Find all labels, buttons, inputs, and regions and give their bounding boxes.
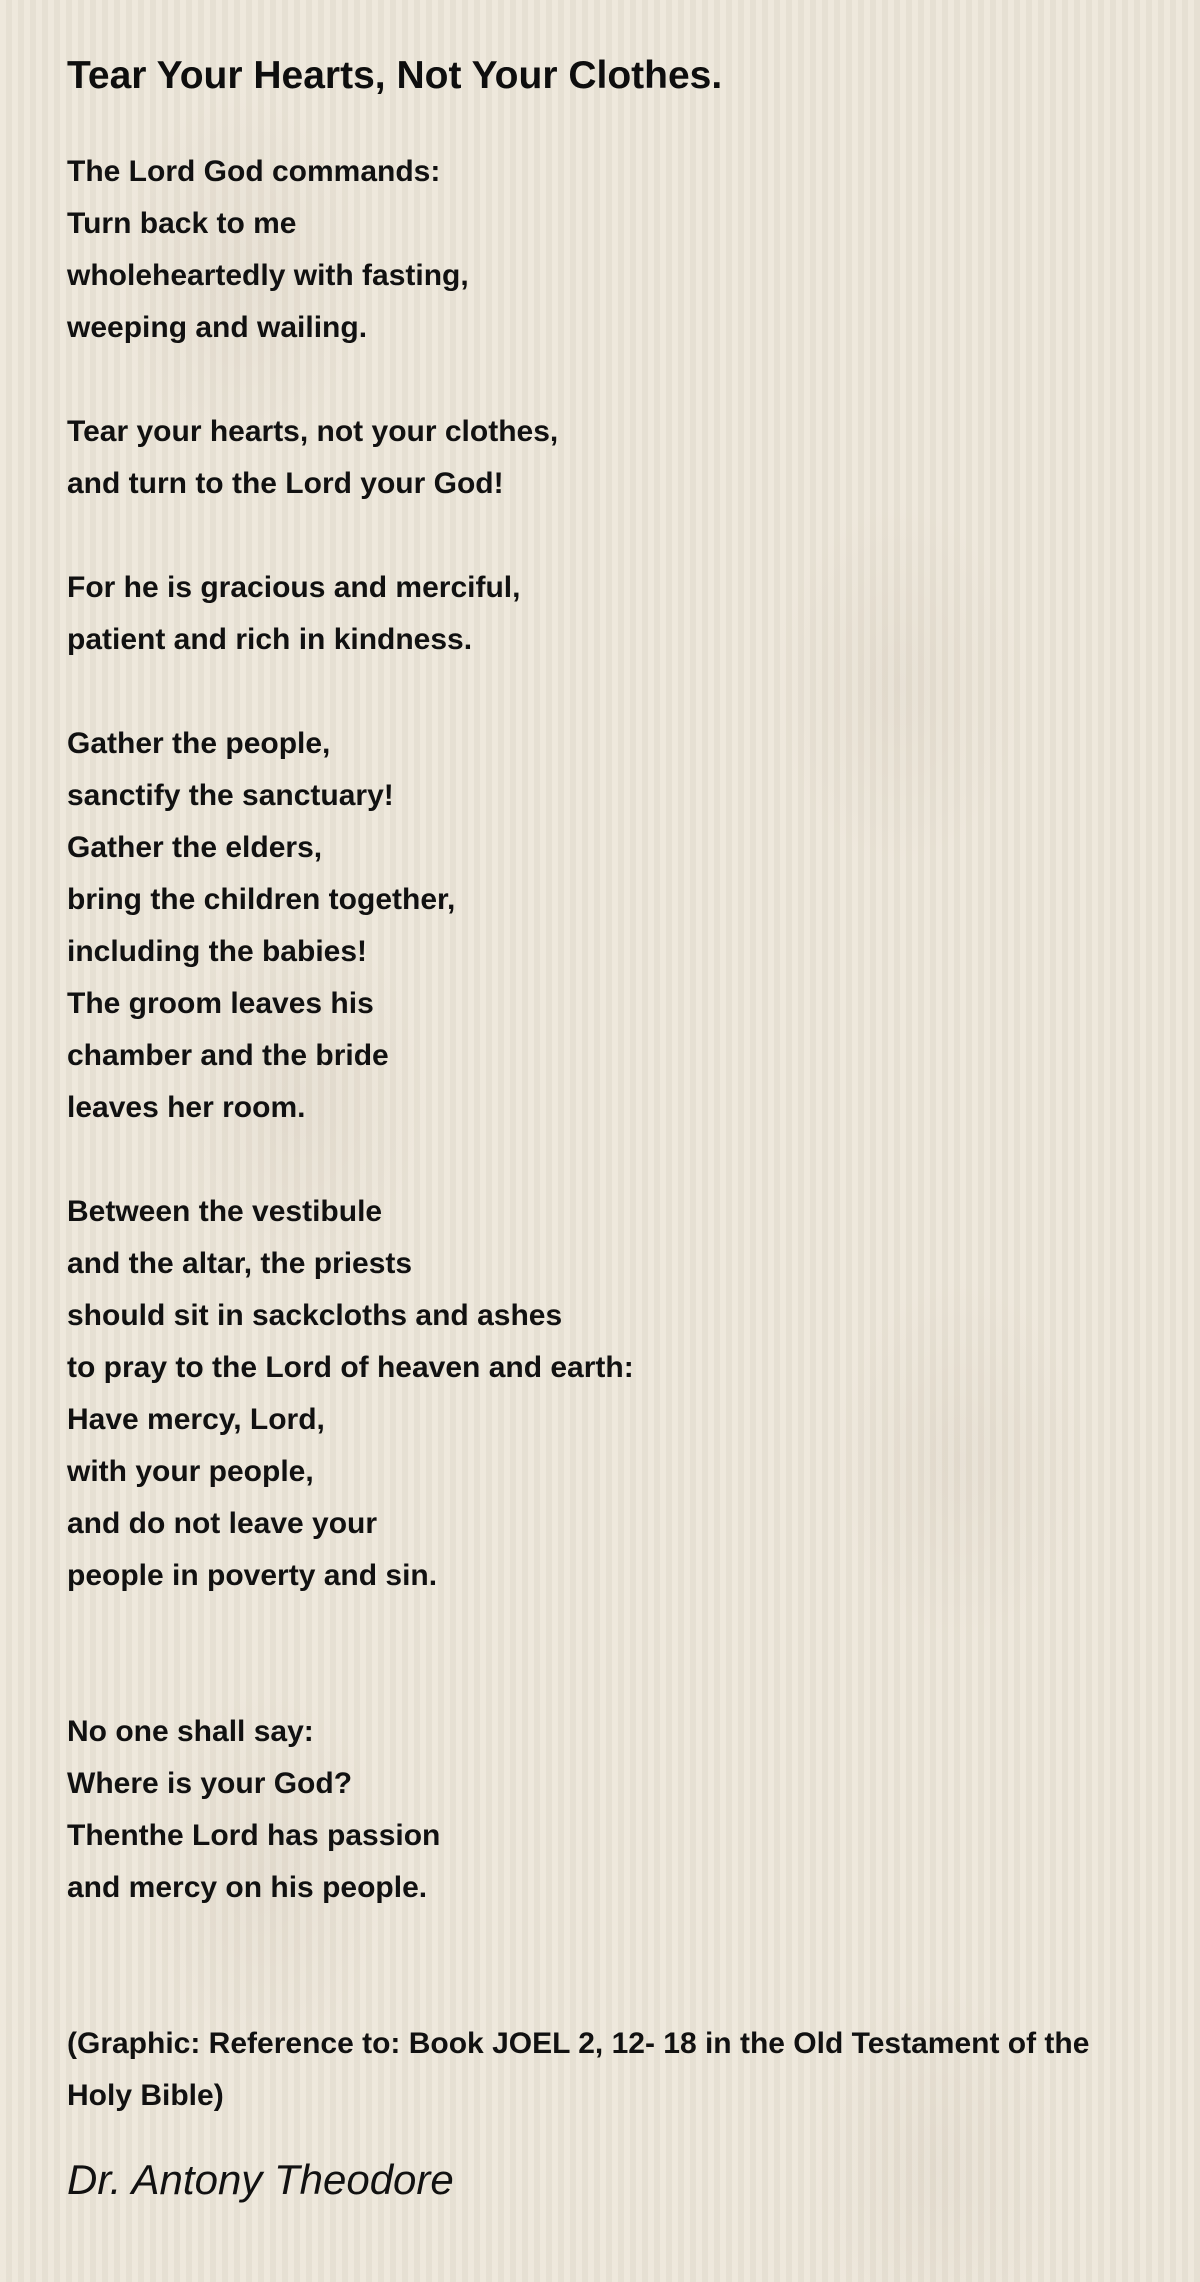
poem-body xyxy=(67,146,1147,2122)
poem-line: and the altar, the priests xyxy=(67,1247,413,1280)
poem-line: should sit in sackcloths and ashes xyxy=(67,1299,563,1332)
poem-line: Between the vestibule xyxy=(67,1195,383,1228)
poem-line: sanctify the sanctuary! xyxy=(67,779,394,812)
author-name: Dr. Antony Theodore xyxy=(67,2156,454,2203)
poem-line: patient and rich in kindness. xyxy=(67,623,473,656)
poem-line: and mercy on his people. xyxy=(67,1871,428,1904)
poem-line: Turn back to me xyxy=(67,207,297,240)
poem-line: including the babies! xyxy=(67,935,368,968)
poem-title: Tear Your Hearts, Not Your Clothes. xyxy=(67,54,723,97)
poem-line: Have mercy, Lord, xyxy=(67,1403,325,1436)
poem-line: with your people, xyxy=(67,1455,314,1488)
poem-line: weeping and wailing. xyxy=(67,311,368,344)
stanza-2 xyxy=(67,406,1147,510)
poem-line: bring the children together, xyxy=(67,883,456,916)
poem-line: For he is gracious and merciful, xyxy=(67,571,521,604)
poem-line: Gather the people, xyxy=(67,727,331,760)
poem-line: Where is your God? xyxy=(67,1767,353,1800)
poem-line: and do not leave your xyxy=(67,1507,378,1540)
poem-line: The Lord God commands: xyxy=(67,155,441,188)
bible-reference: (Graphic: Reference to: Book JOEL 2, 12- 18 in the Old Testament of the Holy Bible) xyxy=(67,2027,1090,2112)
poem-line: chamber and the bride xyxy=(67,1039,389,1072)
poem-line: leaves her room. xyxy=(67,1091,306,1124)
stanza-5 xyxy=(67,1186,1147,1602)
stanza-4 xyxy=(67,718,1147,1134)
poem-line: Tear your hearts, not your clothes, xyxy=(67,415,559,448)
poem-line: No one shall say: xyxy=(67,1715,314,1748)
stanza-3 xyxy=(67,562,1147,666)
poem-page xyxy=(67,52,1147,2208)
poem-line: wholeheartedly with fasting, xyxy=(67,259,469,292)
stanza-1 xyxy=(67,146,1147,354)
poem-line: The groom leaves his xyxy=(67,987,374,1020)
stanza-6 xyxy=(67,1706,1147,1914)
poem-line: Gather the elders, xyxy=(67,831,323,864)
poem-line: Thenthe Lord has passion xyxy=(67,1819,441,1852)
poem-line: to pray to the Lord of heaven and earth: xyxy=(67,1351,634,1384)
poem-line: people in poverty and sin. xyxy=(67,1559,438,1592)
poem-line: and turn to the Lord your God! xyxy=(67,467,504,500)
